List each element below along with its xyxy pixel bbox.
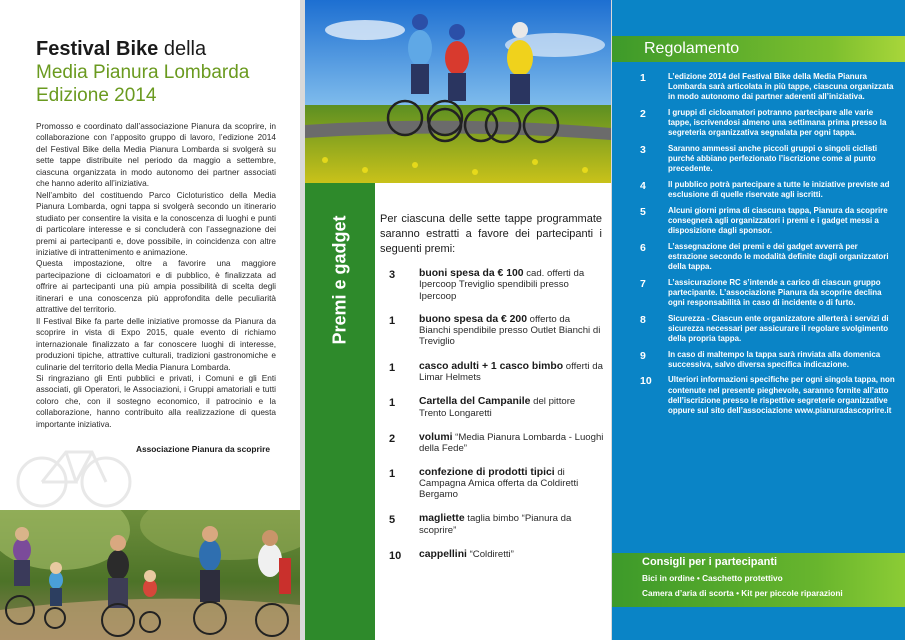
rule-number: 8	[640, 313, 646, 326]
rules-header	[612, 36, 905, 62]
prizes-title: Premi e gadget	[329, 215, 350, 345]
prize-qty: 1	[389, 467, 396, 480]
prize-detail: “Media Pianura Lombarda - Luoghi della Fede”	[419, 431, 604, 455]
prize-name: Cartella del Campanile	[419, 396, 531, 408]
intro-paragraph: Si ringraziano gli Enti pubblici e privati, i Comuni e gli Enti associati, gli Operatori, le Associazioni, i Gruppi amatoriali e tutti coloro che, con il sostegno economico, il patrocinio e la collaborazione, hanno contribuito alla realizzazione di questa importante iniziativa.	[36, 372, 276, 429]
rule-item	[640, 206, 898, 236]
prize-qty: 1	[389, 361, 396, 374]
prize-detail: offerto da Bianchi spendibile presso Outlet Bianchi di Treviglio	[419, 313, 601, 348]
prize-name: casco adulti + 1 casco bimbo	[419, 360, 564, 372]
prize-detail: cad. offerti da Ipercoop Treviglio spendibili presso Ipercoop	[419, 268, 585, 302]
prize-detail: offerti da Limar Helmets	[419, 360, 603, 384]
rule-item	[640, 278, 898, 308]
intro-text	[36, 121, 276, 430]
rule-text: Il pubblico potrà partecipare a tutte le iniziative previste ad esclusione di quelle riservate agli iscritti.	[668, 179, 890, 200]
prize-qty: 2	[389, 432, 396, 445]
rule-number: 3	[640, 143, 646, 156]
rule-text: L’edizione 2014 del Festival Bike della Media Pianura Lombarda sarà articolata in più tappe, ciascuna organizzata in modo autonomo dai partner aderenti all’iniziativa.	[668, 72, 894, 102]
rule-text: I gruppi di cicloamatori potranno partecipare alle varie tappe, iscrivendosi almeno una settimana prima presso la segreteria organizzativa segnalata per ogni tappa.	[668, 107, 887, 138]
prize-name: buoni spesa da € 100	[419, 268, 524, 279]
brochure-subtitle: Media Pianura Lombarda	[36, 62, 250, 83]
prize-item	[389, 361, 604, 384]
intro-paragraph: Questa impostazione, oltre a favorire una maggiore partecipazione di cicloamatori e di pubblico, è finalizzata ad offrire ai partecipanti una più ampia possibilità di scelta degli itinerari e una conoscenza più approfondita delle peculiarità attrattive del territorio.	[36, 258, 276, 315]
rules-list	[640, 72, 898, 422]
rule-text: In caso di maltempo la tappa sarà rinviata alla domenica successiva, salvo diversa specifica indicazione.	[668, 349, 881, 369]
intro-paragraph: Nell’ambito del costituendo Parco Cicloturistico della Media Pianura Lombarda, ogni tappa si svolgerà secondo un itinerario studiato per consentire la visita e la conoscenza di luoghi e punti di particolare interesse e si concluderà con l’assegnazione dei premi ai partecipanti e, dove possibile, in coincidenza con altre iniziative di intrattenimento e animazione.	[36, 189, 276, 257]
rule-item	[640, 314, 898, 344]
rule-text: Saranno ammessi anche piccoli gruppi o singoli ciclisti purché abbiano perfezionato l’iscrizione come al punto precedente.	[668, 143, 878, 174]
prize-item	[389, 432, 604, 455]
rule-item	[640, 242, 898, 272]
prize-qty: 10	[389, 550, 402, 563]
rule-number: 4	[640, 179, 646, 192]
rule-item	[640, 72, 898, 102]
family-cycling-photo	[0, 510, 300, 640]
rule-item	[640, 108, 898, 138]
rule-number: 1	[640, 72, 646, 84]
rule-item	[640, 350, 898, 370]
rule-item	[640, 144, 898, 174]
tips-title: Consigli per i partecipanti	[642, 556, 778, 568]
prize-item	[389, 314, 604, 348]
prize-qty: 5	[389, 514, 396, 527]
prize-item	[389, 467, 604, 501]
rule-number: 2	[640, 107, 646, 120]
tips-box	[612, 553, 905, 607]
tips-line: Bici in ordine • Caschetto protettivo	[642, 573, 783, 583]
rule-text: Ulteriori informazioni specifiche per ogni singola tappa, non contenute nel presente pieghevole, saranno fornite all’atto dell’iscrizione presso le rispettive segreterie organizzative oppure sul sito dell’associazione www.pianuradascoprire.it	[668, 375, 895, 415]
rule-text: L’assicurazione RC s’intende a carico di ciascun gruppo partecipante. L’associazione Pianura da scoprire declina ogni responsabilità in caso di incidente o di furto.	[668, 277, 882, 307]
prize-detail: del pittore Trento Longaretti	[419, 396, 576, 419]
prize-qty: 1	[389, 314, 396, 327]
rules-panel	[612, 0, 905, 640]
prize-detail: taglia bimbo “Pianura da scoprire”	[419, 513, 572, 536]
rule-number: 9	[640, 349, 646, 362]
prize-name: volumi	[419, 431, 453, 443]
rule-number: 10	[640, 375, 652, 388]
brochure-title	[36, 38, 276, 61]
intro-paragraph: Promosso e coordinato dall’associazione Pianura da scoprire, in collaborazione con l’apposito gruppo di lavoro, l’edizione 2014 del Festival Bike della Media Pianura Lombarda si svolgerà su sette tappe distribuite nel periodo da maggio a settembre, ciascuna organizzata in modo autonomo dei partner associati che hanno aderito all’iniziativa.	[36, 121, 276, 189]
prize-detail: “Coldiretti”	[466, 549, 514, 561]
prize-name: magliette	[419, 513, 465, 525]
prize-qty: 1	[389, 397, 396, 410]
prize-item	[389, 268, 604, 302]
rule-number: 6	[640, 241, 646, 254]
prize-name: confezione di prodotti tipici	[419, 466, 555, 478]
prize-detail: di Campagna Amica offerta da Coldiretti Bergamo	[419, 466, 579, 501]
rule-text: Sicurezza - Ciascun ente organizzatore allerterà i servizi di sicurezza necessari per assicurare il regolare svolgimento della propria tappa.	[668, 313, 889, 343]
rule-number: 5	[640, 205, 646, 218]
prize-item	[389, 549, 604, 562]
prize-name: buono spesa da € 200	[419, 313, 527, 325]
title-light: della	[158, 38, 207, 60]
prizes-intro: Per ciascuna delle sette tappe programmate saranno estratti a favore dei partecipanti i seguenti premi:	[380, 213, 602, 255]
prizes-panel	[305, 0, 611, 640]
title-bold: Festival Bike	[36, 38, 159, 60]
prize-item	[389, 396, 604, 419]
prize-list	[389, 268, 604, 562]
kids-cycling-photo	[305, 0, 611, 183]
rule-text: L’assegnazione dei premi e dei gadget avverrà per estrazione secondo le modalità definite dagli organizzatori della tappa.	[668, 241, 889, 271]
prize-name: cappellini	[419, 549, 467, 561]
rule-text: Alcuni giorni prima di ciascuna tappa, Pianura da scoprire consegnerà agli organizzatori i premi e i gadget messi a disposizione dagli sponsor.	[668, 205, 888, 236]
intro-panel	[0, 0, 300, 640]
prize-item	[389, 513, 604, 536]
rules-title: Regolamento	[644, 40, 740, 57]
intro-paragraph: Il Festival Bike fa parte delle iniziative promosse da Pianura da scoprire in vista di Expo 2015, quale evento di richiamo internazionale finalizzato a far conoscere luoghi di interesse, produzioni tipiche, attrattive culturali, tradizioni gastronomiche e culinarie del territorio della Media Pianura Lombarda.	[36, 315, 276, 372]
brochure-edition: Edizione 2014	[36, 85, 157, 106]
signature: Associazione Pianura da scoprire	[135, 444, 270, 455]
tips-line: Camera d’aria di scorta • Kit per piccole riparazioni	[642, 588, 843, 598]
rule-item	[640, 375, 898, 416]
rule-item	[640, 180, 898, 200]
prize-qty: 3	[389, 269, 396, 281]
rule-number: 7	[640, 277, 646, 290]
